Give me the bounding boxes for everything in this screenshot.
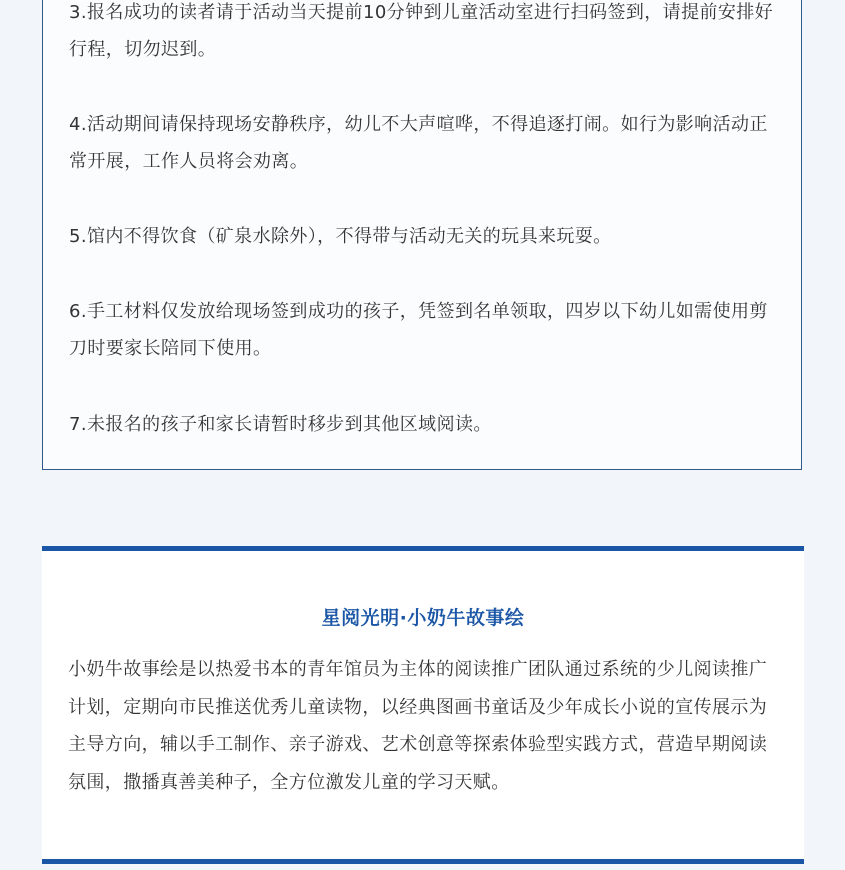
rule-item-4: 4.活动期间请保持现场安静秩序，幼儿不大声喧哗，不得追逐打闹。如行为影响活动正常开展，工作人员将会劝离。 (69, 114, 768, 172)
rule-item-5: 5.馆内不得饮食（矿泉水除外），不得带与活动无关的玩具来玩耍。 (69, 226, 612, 247)
section-title: 星阅光明·小奶牛故事绘 (321, 607, 525, 629)
program-intro-card (42, 546, 804, 864)
intro-paragraph: 小奶牛故事绘是以热爱书本的青年馆员为主体的阅读推广团队通过系统的少儿阅读推广计划，定期向市民推送优秀儿童读物，以经典图画书童话及少年成长小说的宣传展示为主导方向，辅以手工制作、亲子游戏、艺术创意等探索体验型实践方式，营造早期阅读氛围，撒播真善美种子，全方位激发儿童的学习天赋。 (68, 659, 768, 793)
rule-item-3: 3.报名成功的读者请于活动当天提前10分钟到儿童活动室进行扫码签到，请提前安排好行程，切勿迟到。 (69, 2, 774, 60)
rule-item-7: 7.未报名的孩子和家长请暂时移步到其他区域阅读。 (69, 414, 492, 435)
rule-item-6: 6.手工材料仅发放给现场签到成功的孩子，凭签到名单领取，四岁以下幼儿如需使用剪刀时要家长陪同下使用。 (69, 301, 768, 359)
activity-rules-box (42, 0, 802, 470)
